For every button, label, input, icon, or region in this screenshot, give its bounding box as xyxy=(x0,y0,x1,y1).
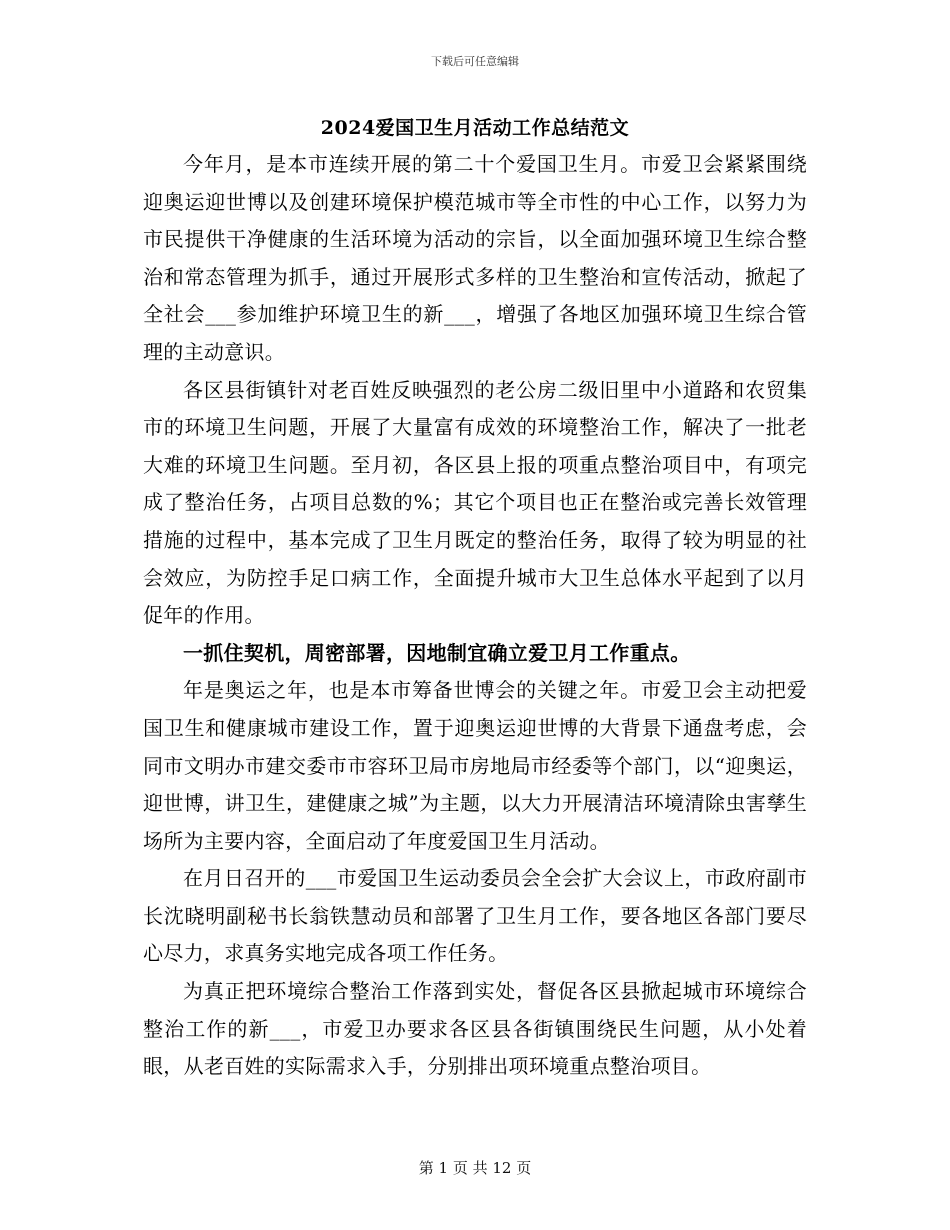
paragraph-5: 为真正把环境综合整治工作落到实处，督促各区县掀起城市环境综合整治工作的新___，市爱卫办要求各区县各街镇围绕民生问题，从小处着眼，从老百姓的实际需求入手，分别排出项环境重点整治项目。 xyxy=(143,979,807,1079)
section-heading: 一抓住契机，周密部署，因地制宜确立爱卫月工作重点。 xyxy=(183,640,691,665)
document-title: 2024爱国卫生月活动工作总结范文 xyxy=(320,117,630,139)
paragraph-4: 在月日召开的___市爱国卫生运动委员会全会扩大会议上，市政府副市长沈晓明副秘书长翁铁慧动员和部署了卫生月工作，要各地区各部门要尽心尽力，求真务实地完成各项工作任务。 xyxy=(143,866,807,966)
paragraph-2: 各区县街镇针对老百姓反映强烈的老公房二级旧里中小道路和农贸集市的环境卫生问题，开展了大量富有成效的环境整治工作，解决了一批老大难的环境卫生问题。至月初，各区县上报的项重点整治项目中，有项完成了整治任务，占项目总数的%；其它个项目也正在整治或完善长效管理措施的过程中，基本完成了卫生月既定的整治任务，取得了较为明显的社会效应，为防控手足口病工作，全面提升城市大卫生总体水平起到了以月促年的作用。 xyxy=(143,377,807,628)
page-footer: 第 1 页 共 12 页 xyxy=(418,1159,532,1177)
paragraph-3: 年是奥运之年，也是本市筹备世博会的关键之年。市爱卫会主动把爱国卫生和健康城市建设工作，置于迎奥运迎世博的大背景下通盘考虑，会同市文明办市建交委市市容环卫局市房地局市经委等个部门，以“迎奥运，迎世博，讲卫生，建健康之城”为主题，以大力开展清洁环境清除虫害孳生场所为主要内容，全面启动了年度爱国卫生月活动。 xyxy=(143,678,807,853)
header-note: 下载后可任意编辑 xyxy=(431,55,519,68)
paragraph-1: 今年月，是本市连续开展的第二十个爱国卫生月。市爱卫会紧紧围绕迎奥运迎世博以及创建环境保护模范城市等全市性的中心工作，以努力为市民提供干净健康的生活环境为活动的宗旨，以全面加强环境卫生综合整治和常态管理为抓手，通过开展形式多样的卫生整治和宣传活动，掀起了全社会___参加维护环境卫生的新___，增强了各地区加强环境卫生综合管理的主动意识。 xyxy=(143,152,807,364)
document-body xyxy=(143,146,807,1086)
